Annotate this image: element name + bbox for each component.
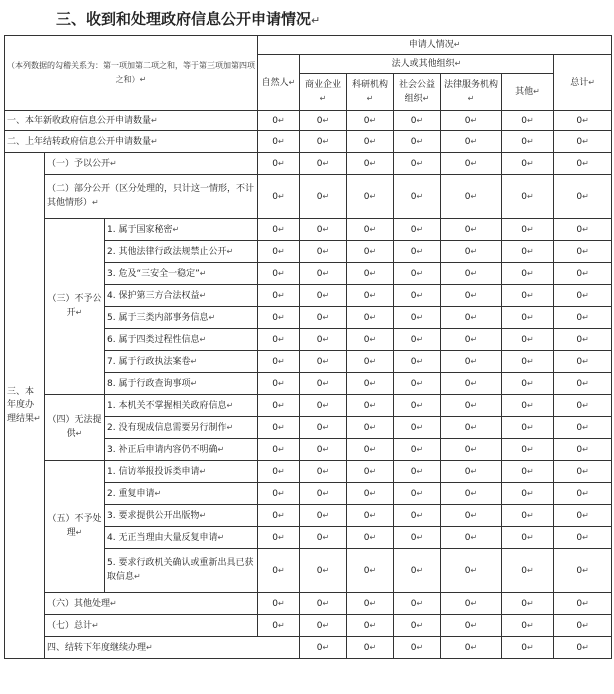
value-cell: 0↵: [394, 131, 441, 153]
value-cell: 0↵: [554, 461, 612, 483]
value-cell: 0↵: [441, 439, 502, 461]
value-cell: 0↵: [300, 351, 347, 373]
value-cell: 0↵: [347, 593, 394, 615]
value-cell: 0↵: [554, 307, 612, 329]
value-cell: 0↵: [554, 505, 612, 527]
value-cell: 0↵: [394, 219, 441, 241]
value-cell: 0↵: [300, 461, 347, 483]
value-cell: 0↵: [258, 483, 300, 505]
row-label: 2. 其他法律行政法规禁止公开↵: [105, 241, 258, 263]
value-cell: 0↵: [554, 395, 612, 417]
table-row: [5, 219, 612, 241]
table-row: [5, 153, 612, 175]
row-label: 8. 属于行政查询事项↵: [105, 373, 258, 395]
value-cell: 0↵: [441, 153, 502, 175]
value-cell: 0↵: [554, 285, 612, 307]
value-cell: 0↵: [441, 111, 502, 131]
table-row: [5, 395, 612, 417]
value-cell: 0↵: [300, 285, 347, 307]
value-cell: 0↵: [258, 417, 300, 439]
value-cell: 0↵: [441, 241, 502, 263]
header-other: 其他↵: [502, 74, 554, 111]
value-cell: 0↵: [347, 131, 394, 153]
value-cell: 0↵: [394, 263, 441, 285]
value-cell: 0↵: [258, 615, 300, 637]
value-cell: 0↵: [258, 111, 300, 131]
value-cell: 0↵: [441, 527, 502, 549]
value-cell: 0↵: [554, 153, 612, 175]
value-cell: 0↵: [394, 153, 441, 175]
value-cell: 0↵: [300, 241, 347, 263]
value-cell: 0↵: [502, 263, 554, 285]
value-cell: 0↵: [347, 351, 394, 373]
value-cell: 0↵: [554, 175, 612, 219]
value-cell: 0↵: [441, 131, 502, 153]
value-cell: 0↵: [258, 461, 300, 483]
row-label: 2. 重复申请↵: [105, 483, 258, 505]
value-cell: 0↵: [347, 395, 394, 417]
value-cell: 0↵: [258, 395, 300, 417]
value-cell: 0↵: [502, 483, 554, 505]
header-legal-service: 法律服务机构↵: [441, 74, 502, 111]
table-row: [5, 615, 612, 637]
row-label: 5. 属于三类内部事务信息↵: [105, 307, 258, 329]
value-cell: 0↵: [347, 373, 394, 395]
value-cell: 0↵: [394, 549, 441, 593]
value-cell: 0↵: [554, 615, 612, 637]
header-note-cell: （本列数据的勾稽关系为：第一项加第二项之和，等于第三项加第四项之和）↵: [5, 36, 258, 111]
value-cell: 0↵: [258, 439, 300, 461]
value-cell: 0↵: [441, 263, 502, 285]
value-cell: 0↵: [300, 153, 347, 175]
table-row: [5, 637, 612, 659]
value-cell: 0↵: [441, 395, 502, 417]
value-cell: 0↵: [441, 175, 502, 219]
value-cell: 0↵: [347, 637, 394, 659]
value-cell: 0↵: [554, 329, 612, 351]
value-cell: 0↵: [394, 241, 441, 263]
value-cell: 0↵: [394, 505, 441, 527]
value-cell: 0↵: [441, 351, 502, 373]
value-cell: 0↵: [441, 307, 502, 329]
value-cell: 0↵: [502, 417, 554, 439]
value-cell: 0↵: [554, 637, 612, 659]
value-cell: 0↵: [258, 285, 300, 307]
value-cell: 0↵: [300, 549, 347, 593]
value-cell: 0↵: [554, 263, 612, 285]
value-cell: 0↵: [300, 593, 347, 615]
value-cell: 0↵: [300, 417, 347, 439]
row-label: 二、上年结转政府信息公开申请数量↵: [5, 131, 258, 153]
value-cell: 0↵: [502, 505, 554, 527]
row-label: （二）部分公开（区分处理的，只计这一情形，不计其他情形）↵: [45, 175, 258, 219]
value-cell: 0↵: [300, 175, 347, 219]
row-label: 2. 没有现成信息需要另行制作↵: [105, 417, 258, 439]
value-cell: 0↵: [300, 615, 347, 637]
value-cell: 0↵: [394, 329, 441, 351]
value-cell: 0↵: [394, 285, 441, 307]
value-cell: 0↵: [258, 351, 300, 373]
value-cell: 0↵: [347, 505, 394, 527]
row-label: 5. 要求行政机关确认或重新出具已获取信息↵: [105, 549, 258, 593]
value-cell: 0↵: [347, 285, 394, 307]
section-three-label: 三、本年度办理结果↵: [5, 153, 45, 659]
value-cell: 0↵: [258, 219, 300, 241]
value-cell: 0↵: [441, 461, 502, 483]
value-cell: 0↵: [394, 307, 441, 329]
group-label-not-processed: （五）不予处理↵: [45, 461, 105, 593]
row-label: 1. 本机关不掌握相关政府信息↵: [105, 395, 258, 417]
value-cell: 0↵: [347, 153, 394, 175]
value-cell: 0↵: [347, 461, 394, 483]
value-cell: 0↵: [300, 131, 347, 153]
value-cell: 0↵: [394, 439, 441, 461]
value-cell: 0↵: [554, 483, 612, 505]
row-label: 四、结转下年度继续办理↵: [45, 637, 300, 659]
value-cell: 0↵: [300, 111, 347, 131]
value-cell: 0↵: [300, 527, 347, 549]
value-cell: 0↵: [258, 175, 300, 219]
value-cell: 0↵: [300, 505, 347, 527]
value-cell: 0↵: [441, 615, 502, 637]
table-row: [5, 461, 612, 483]
value-cell: 0↵: [441, 483, 502, 505]
value-cell: 0↵: [258, 593, 300, 615]
value-cell: 0↵: [502, 175, 554, 219]
row-label: 一、本年新收政府信息公开申请数量↵: [5, 111, 258, 131]
value-cell: 0↵: [394, 373, 441, 395]
header-natural-person: 自然人↵: [258, 55, 300, 111]
row-label: 3. 补正后申请内容仍不明确↵: [105, 439, 258, 461]
table-row: [5, 175, 612, 219]
value-cell: 0↵: [347, 527, 394, 549]
value-cell: 0↵: [502, 329, 554, 351]
value-cell: 0↵: [258, 153, 300, 175]
value-cell: 0↵: [347, 549, 394, 593]
statistics-table: [4, 35, 612, 659]
value-cell: 0↵: [300, 373, 347, 395]
value-cell: 0↵: [258, 263, 300, 285]
value-cell: 0↵: [441, 637, 502, 659]
value-cell: 0↵: [258, 505, 300, 527]
value-cell: 0↵: [502, 615, 554, 637]
value-cell: 0↵: [441, 593, 502, 615]
value-cell: 0↵: [441, 329, 502, 351]
group-label-withhold: （三）不予公开↵: [45, 219, 105, 395]
value-cell: 0↵: [394, 593, 441, 615]
value-cell: 0↵: [502, 549, 554, 593]
value-cell: 0↵: [394, 527, 441, 549]
value-cell: 0↵: [502, 131, 554, 153]
value-cell: 0↵: [347, 483, 394, 505]
value-cell: 0↵: [258, 131, 300, 153]
header-social: 社会公益组织↵: [394, 74, 441, 111]
header-research: 科研机构↵: [347, 74, 394, 111]
value-cell: 0↵: [554, 131, 612, 153]
value-cell: 0↵: [300, 637, 347, 659]
row-label: （一）予以公开↵: [45, 153, 258, 175]
value-cell: 0↵: [347, 241, 394, 263]
header-commercial: 商业企业↵: [300, 74, 347, 111]
group-label-unavailable: （四）无法提供↵: [45, 395, 105, 461]
value-cell: 0↵: [441, 505, 502, 527]
value-cell: 0↵: [394, 637, 441, 659]
value-cell: 0↵: [394, 461, 441, 483]
value-cell: 0↵: [258, 329, 300, 351]
value-cell: 0↵: [394, 175, 441, 219]
value-cell: 0↵: [394, 111, 441, 131]
row-label: 1. 属于国家秘密↵: [105, 219, 258, 241]
row-label: 6. 属于四类过程性信息↵: [105, 329, 258, 351]
row-label: 4. 无正当理由大量反复申请↵: [105, 527, 258, 549]
value-cell: 0↵: [441, 549, 502, 593]
value-cell: 0↵: [258, 549, 300, 593]
value-cell: 0↵: [394, 615, 441, 637]
value-cell: 0↵: [300, 263, 347, 285]
value-cell: 0↵: [554, 549, 612, 593]
table-row: [5, 131, 612, 153]
value-cell: 0↵: [502, 153, 554, 175]
value-cell: 0↵: [258, 241, 300, 263]
value-cell: 0↵: [347, 219, 394, 241]
value-cell: 0↵: [347, 329, 394, 351]
value-cell: 0↵: [502, 373, 554, 395]
row-label: 7. 属于行政执法案卷↵: [105, 351, 258, 373]
value-cell: 0↵: [300, 219, 347, 241]
value-cell: 0↵: [502, 593, 554, 615]
value-cell: 0↵: [394, 483, 441, 505]
row-label: 3. 要求提供公开出版物↵: [105, 505, 258, 527]
value-cell: 0↵: [300, 483, 347, 505]
value-cell: 0↵: [502, 219, 554, 241]
value-cell: 0↵: [502, 395, 554, 417]
value-cell: 0↵: [300, 395, 347, 417]
row-label: （七）总计↵: [45, 615, 258, 637]
value-cell: 0↵: [554, 219, 612, 241]
value-cell: 0↵: [554, 351, 612, 373]
value-cell: 0↵: [300, 307, 347, 329]
value-cell: 0↵: [441, 285, 502, 307]
value-cell: 0↵: [394, 417, 441, 439]
value-cell: 0↵: [258, 373, 300, 395]
value-cell: 0↵: [347, 615, 394, 637]
document-title: 三、收到和处理政府信息公开申请情况↵: [56, 10, 321, 28]
value-cell: 0↵: [554, 439, 612, 461]
value-cell: 0↵: [347, 417, 394, 439]
value-cell: 0↵: [554, 241, 612, 263]
value-cell: 0↵: [554, 111, 612, 131]
value-cell: 0↵: [502, 307, 554, 329]
header-total: 总计↵: [554, 55, 612, 111]
value-cell: 0↵: [347, 439, 394, 461]
value-cell: 0↵: [258, 527, 300, 549]
row-label: 3. 危及“三安全一稳定”↵: [105, 263, 258, 285]
value-cell: 0↵: [347, 307, 394, 329]
value-cell: 0↵: [300, 439, 347, 461]
value-cell: 0↵: [502, 637, 554, 659]
header-legal-persons-group: 法人或其他组织↵: [300, 55, 554, 74]
value-cell: 0↵: [502, 111, 554, 131]
table-row: [5, 111, 612, 131]
value-cell: 0↵: [441, 417, 502, 439]
value-cell: 0↵: [347, 111, 394, 131]
value-cell: 0↵: [347, 175, 394, 219]
row-label: 4. 保护第三方合法权益↵: [105, 285, 258, 307]
value-cell: 0↵: [554, 593, 612, 615]
value-cell: 0↵: [554, 527, 612, 549]
row-label: 1. 信访举报投诉类申请↵: [105, 461, 258, 483]
value-cell: 0↵: [502, 439, 554, 461]
table-row: [5, 593, 612, 615]
value-cell: 0↵: [502, 285, 554, 307]
value-cell: 0↵: [502, 527, 554, 549]
value-cell: 0↵: [394, 351, 441, 373]
row-label: （六）其他处理↵: [45, 593, 258, 615]
value-cell: 0↵: [554, 373, 612, 395]
value-cell: 0↵: [258, 307, 300, 329]
header-row-1: [5, 36, 612, 55]
value-cell: 0↵: [347, 263, 394, 285]
value-cell: 0↵: [554, 417, 612, 439]
value-cell: 0↵: [502, 241, 554, 263]
header-applicant-situation: 申请人情况↵: [258, 36, 612, 55]
value-cell: 0↵: [502, 461, 554, 483]
value-cell: 0↵: [441, 219, 502, 241]
value-cell: 0↵: [441, 373, 502, 395]
value-cell: 0↵: [300, 329, 347, 351]
value-cell: 0↵: [502, 351, 554, 373]
value-cell: 0↵: [394, 395, 441, 417]
